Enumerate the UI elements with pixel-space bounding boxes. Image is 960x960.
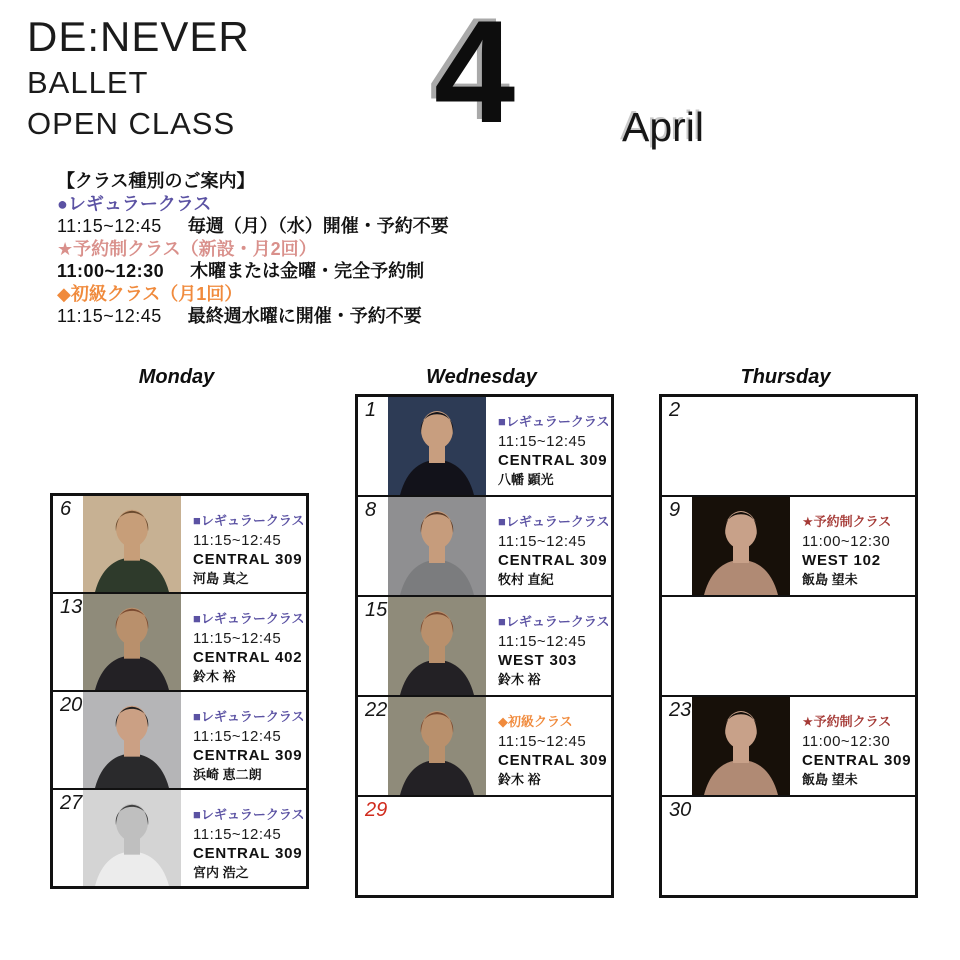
class-time: 11:15~12:45 bbox=[193, 532, 282, 549]
calendar-cell-apr20 bbox=[53, 690, 306, 788]
legend-regular-label: ●レギュラークラス bbox=[57, 193, 212, 214]
teacher-name: 浜崎 恵二朗 bbox=[193, 767, 262, 782]
studio-label: CENTRAL 309 bbox=[193, 551, 303, 568]
brand-title: DE:NEVER bbox=[27, 13, 250, 60]
class-info bbox=[802, 713, 911, 788]
teacher-name: 飯島 望未 bbox=[802, 772, 858, 787]
calendar-cell-apr2-empty bbox=[662, 397, 915, 495]
legend-beginner-label: ◆初級クラス（月1回） bbox=[57, 283, 243, 304]
teacher-name: 鈴木 裕 bbox=[498, 772, 541, 787]
month-number: 4 bbox=[434, 0, 516, 153]
class-type-label: ★予約制クラス bbox=[802, 714, 892, 729]
instructor-photo bbox=[83, 496, 181, 592]
legend-reserved-time: 11:00~12:30 bbox=[57, 261, 165, 281]
calendar-column-wednesday bbox=[355, 394, 614, 898]
class-info bbox=[802, 513, 891, 588]
studio-label: CENTRAL 309 bbox=[498, 452, 608, 469]
legend-regular-time: 11:15~12:45 bbox=[57, 216, 162, 236]
calendar-cell-apr22 bbox=[358, 695, 611, 795]
legend-reserved-detail bbox=[57, 260, 449, 283]
studio-label: CENTRAL 402 bbox=[193, 649, 303, 666]
studio-label: CENTRAL 309 bbox=[498, 552, 608, 569]
class-time: 11:15~12:45 bbox=[498, 433, 587, 450]
class-info bbox=[193, 806, 304, 881]
calendar-cell-apr13 bbox=[53, 592, 306, 690]
teacher-name: 鈴木 裕 bbox=[193, 669, 236, 684]
class-time: 11:15~12:45 bbox=[193, 728, 282, 745]
date-label: 23 bbox=[669, 699, 692, 721]
class-info bbox=[498, 713, 607, 788]
date-label: 13 bbox=[60, 596, 83, 618]
class-info bbox=[498, 613, 609, 688]
instructor-photo bbox=[83, 790, 181, 886]
class-time: 11:15~12:45 bbox=[193, 630, 282, 647]
class-type-label: ■レギュラークラス bbox=[498, 614, 610, 629]
day-header-monday: Monday bbox=[138, 366, 215, 388]
class-info bbox=[498, 513, 609, 588]
class-type-label: ■レギュラークラス bbox=[193, 807, 305, 822]
legend-reserved-label: ★予約制クラス（新設・月2回） bbox=[57, 238, 317, 259]
date-label: 27 bbox=[60, 792, 83, 814]
instructor-photo bbox=[692, 497, 790, 595]
instructor-photo bbox=[388, 597, 486, 695]
calendar-column-monday bbox=[50, 493, 309, 889]
legend-title: 【クラス種別のご案内】 bbox=[57, 171, 255, 191]
day-header-wednesday: Wednesday bbox=[426, 366, 537, 388]
legend-beginner-detail bbox=[57, 305, 449, 328]
instructor-photo bbox=[388, 697, 486, 795]
calendar-cell-apr16-empty bbox=[662, 595, 915, 695]
class-info bbox=[193, 708, 304, 783]
studio-label: WEST 303 bbox=[498, 652, 577, 669]
calendar-cell-apr23 bbox=[662, 695, 915, 795]
calendar-cell-apr15 bbox=[358, 595, 611, 695]
calendar-cell-apr9 bbox=[662, 495, 915, 595]
class-info bbox=[193, 512, 304, 587]
instructor-photo bbox=[83, 594, 181, 690]
class-time: 11:00~12:30 bbox=[802, 733, 891, 750]
class-type-label: ■レギュラークラス bbox=[498, 414, 610, 429]
calendar-cell-apr6 bbox=[53, 496, 306, 592]
class-type-label: ◆初級クラス bbox=[498, 714, 573, 729]
calendar-cell-apr1 bbox=[358, 397, 611, 495]
instructor-photo bbox=[692, 697, 790, 795]
brand-subtitle-ballet: BALLET bbox=[27, 65, 149, 100]
date-label: 8 bbox=[365, 499, 377, 521]
legend-reserved-desc: 木曜または金曜・完全予約制 bbox=[190, 261, 425, 281]
legend-beginner-time: 11:15~12:45 bbox=[57, 306, 162, 326]
studio-label: WEST 102 bbox=[802, 552, 881, 569]
class-info bbox=[498, 413, 609, 488]
date-label: 30 bbox=[669, 799, 692, 821]
teacher-name: 八幡 顕光 bbox=[498, 472, 554, 487]
class-time: 11:15~12:45 bbox=[193, 826, 282, 843]
date-label: 2 bbox=[669, 399, 681, 421]
date-label: 15 bbox=[365, 599, 388, 621]
calendar-column-thursday bbox=[659, 394, 918, 898]
class-type-label: ■レギュラークラス bbox=[193, 611, 305, 626]
instructor-photo bbox=[388, 397, 486, 495]
studio-label: CENTRAL 309 bbox=[193, 747, 303, 764]
date-label: 9 bbox=[669, 499, 681, 521]
calendar-cell-apr29-empty bbox=[358, 795, 611, 895]
class-time: 11:15~12:45 bbox=[498, 533, 587, 550]
instructor-photo bbox=[83, 692, 181, 788]
class-type-label: ★予約制クラス bbox=[802, 514, 892, 529]
teacher-name: 宮内 浩之 bbox=[193, 865, 249, 880]
class-info bbox=[193, 610, 304, 685]
calendar-cell-apr27 bbox=[53, 788, 306, 886]
class-type-label: ■レギュラークラス bbox=[193, 513, 305, 528]
class-time: 11:00~12:30 bbox=[802, 533, 891, 550]
day-header-thursday: Thursday bbox=[740, 366, 831, 388]
class-type-label: ■レギュラークラス bbox=[193, 709, 305, 724]
teacher-name: 河島 真之 bbox=[193, 571, 249, 586]
teacher-name: 鈴木 裕 bbox=[498, 672, 541, 687]
calendar-cell-apr8 bbox=[358, 495, 611, 595]
brand-subtitle-open-class: OPEN CLASS bbox=[27, 106, 236, 141]
legend-regular-desc: 毎週（月）（水）開催・予約不要 bbox=[187, 216, 449, 236]
date-label: 6 bbox=[60, 498, 72, 520]
studio-label: CENTRAL 309 bbox=[193, 845, 303, 862]
date-label: 20 bbox=[60, 694, 83, 716]
studio-label: CENTRAL 309 bbox=[498, 752, 608, 769]
month-name: April bbox=[622, 104, 705, 150]
brand-block bbox=[27, 12, 250, 144]
date-label: 1 bbox=[365, 399, 377, 421]
instructor-photo bbox=[388, 497, 486, 595]
date-label: 22 bbox=[365, 699, 388, 721]
class-type-legend bbox=[57, 170, 449, 328]
legend-regular-detail bbox=[57, 215, 449, 238]
legend-beginner-desc: 最終週水曜に開催・予約不要 bbox=[187, 306, 422, 326]
teacher-name: 牧村 直紀 bbox=[498, 572, 554, 587]
class-time: 11:15~12:45 bbox=[498, 733, 587, 750]
date-label: 29 bbox=[365, 799, 388, 821]
calendar-cell-apr30-empty bbox=[662, 795, 915, 895]
studio-label: CENTRAL 309 bbox=[802, 752, 912, 769]
class-time: 11:15~12:45 bbox=[498, 633, 587, 650]
teacher-name: 飯島 望未 bbox=[802, 572, 858, 587]
class-type-label: ■レギュラークラス bbox=[498, 514, 610, 529]
